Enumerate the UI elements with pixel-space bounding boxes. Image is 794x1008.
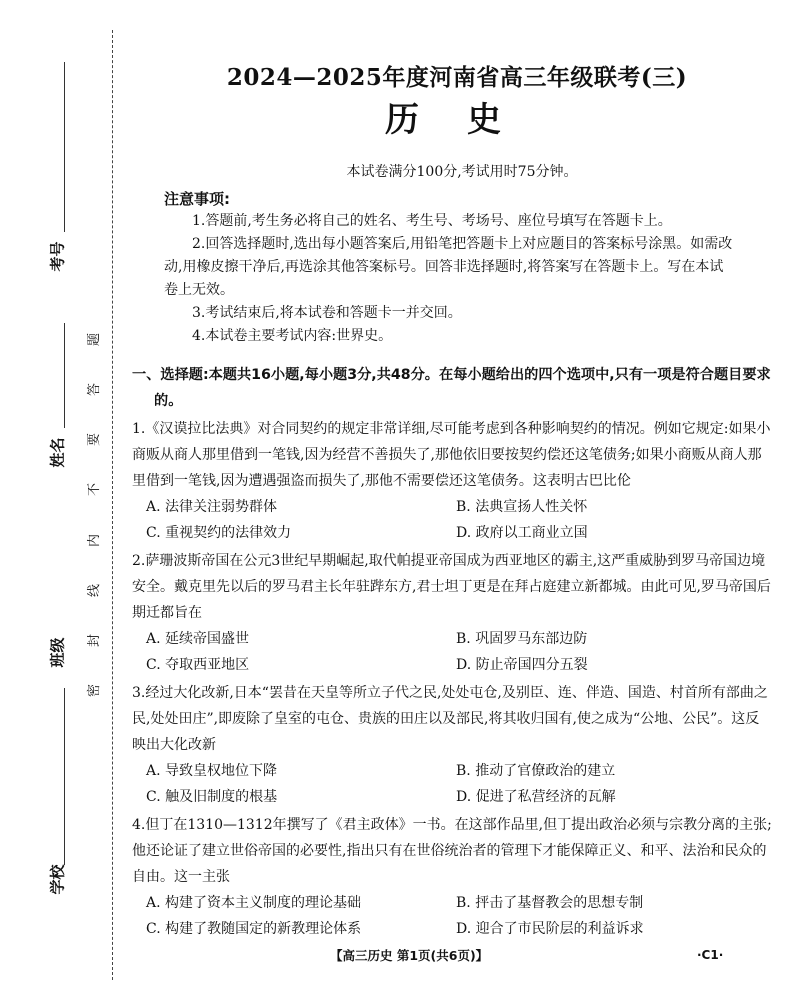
question-stem: 3.经过大化改新,日本“罢昔在天皇等所立子代之民,处处屯仓,及别臣、连、伴造、国造、村首所有部曲之民,处处田庄”,即废除了皇室的屯仓、贵族的田庄以及部民,将其收归国有,使之成为“公地、公民”。这反映出大化改新: [132, 685, 768, 753]
option-c[interactable]: C. 触及旧制度的根基: [146, 789, 278, 805]
question-stem: 1.《汉谟拉比法典》对合同契约的规定非常详细,尽可能考虑到各种影响契约的情况。例如它规定:如果小商贩从商人那里借到一笔钱,因为经营不善损失了,那他依旧要按契约偿还这笔债务;如果小商贩从商人那里借到一笔钱,因为遭遇强盗而损失了,那他不需要偿还这笔债务。这表明古巴比伦: [132, 421, 771, 489]
field-underline[interactable]: [64, 323, 65, 428]
question-options: [146, 890, 772, 942]
binding-strip: [0, 0, 130, 1008]
warning-char: 要: [87, 433, 103, 447]
option-c[interactable]: C. 重视契约的法律效力: [146, 525, 292, 541]
question-4: [132, 812, 772, 942]
subject-title: 历史: [385, 100, 549, 140]
section-heading: 一、选择题:本题共16小题,每小题3分,共48分。在每小题给出的四个选项中,只有一项是符合题目要求的。: [132, 367, 771, 409]
notice-item: 2.回答选择题时,选出每小题答案后,用铅笔把答题卡上对应题目的答案标号涂黑。如需改动,用橡皮擦干净后,再选涂其他答案标号。回答非选择题时,将答案写在答题卡上。写在本试卷上无效。: [164, 236, 733, 298]
warning-char: 答: [87, 383, 103, 397]
question-options: [146, 626, 772, 678]
option-b[interactable]: B. 巩固罗马东部边防: [456, 631, 588, 647]
notice-item: 4.本试卷主要考试内容:世界史。: [192, 328, 393, 344]
option-a[interactable]: A. 法律关注弱势群体: [146, 499, 278, 515]
field-underline[interactable]: [64, 62, 65, 232]
warning-char: 题: [87, 332, 103, 347]
option-a[interactable]: A. 导致皇权地位下降: [146, 763, 278, 779]
field-label: 班级: [48, 637, 67, 668]
question-stem: 4.但丁在1310—1312年撰写了《君主政体》一书。在这部作品里,但丁提出政治必须与宗教分离的主张;他还论证了建立世俗帝国的必要性,指出只有在世俗统治者的管理下才能保障正义、和平、法治和民众的自由。这一主张: [132, 817, 772, 885]
option-a[interactable]: A. 构建了资本主义制度的理论基础: [146, 895, 362, 911]
question-3: [132, 680, 772, 810]
option-d[interactable]: D. 防止帝国四分五裂: [456, 657, 588, 673]
question-options: [146, 758, 772, 810]
question-2: [132, 548, 772, 678]
page-footer: 【高三历史 第1页(共6页)】: [330, 948, 489, 963]
field-label: 学校: [48, 864, 67, 895]
option-c[interactable]: C. 夺取西亚地区: [146, 657, 250, 673]
option-b[interactable]: B. 抨击了基督教会的思想专制: [456, 895, 644, 911]
notice-item: 3.考试结束后,将本试卷和答题卡一并交回。: [192, 305, 462, 321]
exam-info: 本试卷满分100分,考试用时75分钟。: [346, 164, 578, 180]
option-d[interactable]: D. 迎合了市民阶层的利益诉求: [456, 921, 644, 937]
notice-title: 注意事项:: [164, 190, 230, 208]
option-b[interactable]: B. 法典宣扬人性关怀: [456, 499, 588, 515]
field-label: 考号: [48, 241, 67, 272]
field-label: 姓名: [48, 437, 67, 468]
question-1: [132, 416, 772, 546]
field-underline[interactable]: [64, 765, 65, 865]
notice-item: 1.答题前,考生务必将自己的姓名、考生号、考场号、座位号填写在答题卡上。: [192, 213, 672, 229]
option-c[interactable]: C. 构建了教随国定的新教理论体系: [146, 921, 362, 937]
option-a[interactable]: A. 延续帝国盛世: [146, 631, 250, 647]
warning-char: 线: [87, 583, 103, 597]
warning-char: 封: [87, 633, 103, 647]
option-d[interactable]: D. 政府以工商业立国: [456, 525, 588, 541]
seal-warning: [84, 330, 102, 700]
warning-char: 密: [87, 683, 103, 697]
warning-char: 不: [87, 483, 103, 497]
question-stem: 2.萨珊波斯帝国在公元3世纪早期崛起,取代帕提亚帝国成为西亚地区的霸主,这严重威胁到罗马帝国边境安全。戴克里先以后的罗马君主长年驻跸东方,君士坦丁更是在拜占庭建立新都城。由此可见,罗马帝国后期迁都旨在: [132, 553, 771, 621]
exam-title: 2024—2025年度河南省高三年级联考(三): [226, 64, 688, 91]
warning-char: 内: [87, 533, 103, 547]
version-code: ·C1·: [697, 948, 724, 962]
option-d[interactable]: D. 促进了私营经济的瓦解: [456, 789, 616, 805]
seal-dashed-line: [112, 30, 113, 980]
option-b[interactable]: B. 推动了官僚政治的建立: [456, 763, 616, 779]
question-options: [146, 494, 772, 546]
exam-content: [132, 62, 772, 942]
